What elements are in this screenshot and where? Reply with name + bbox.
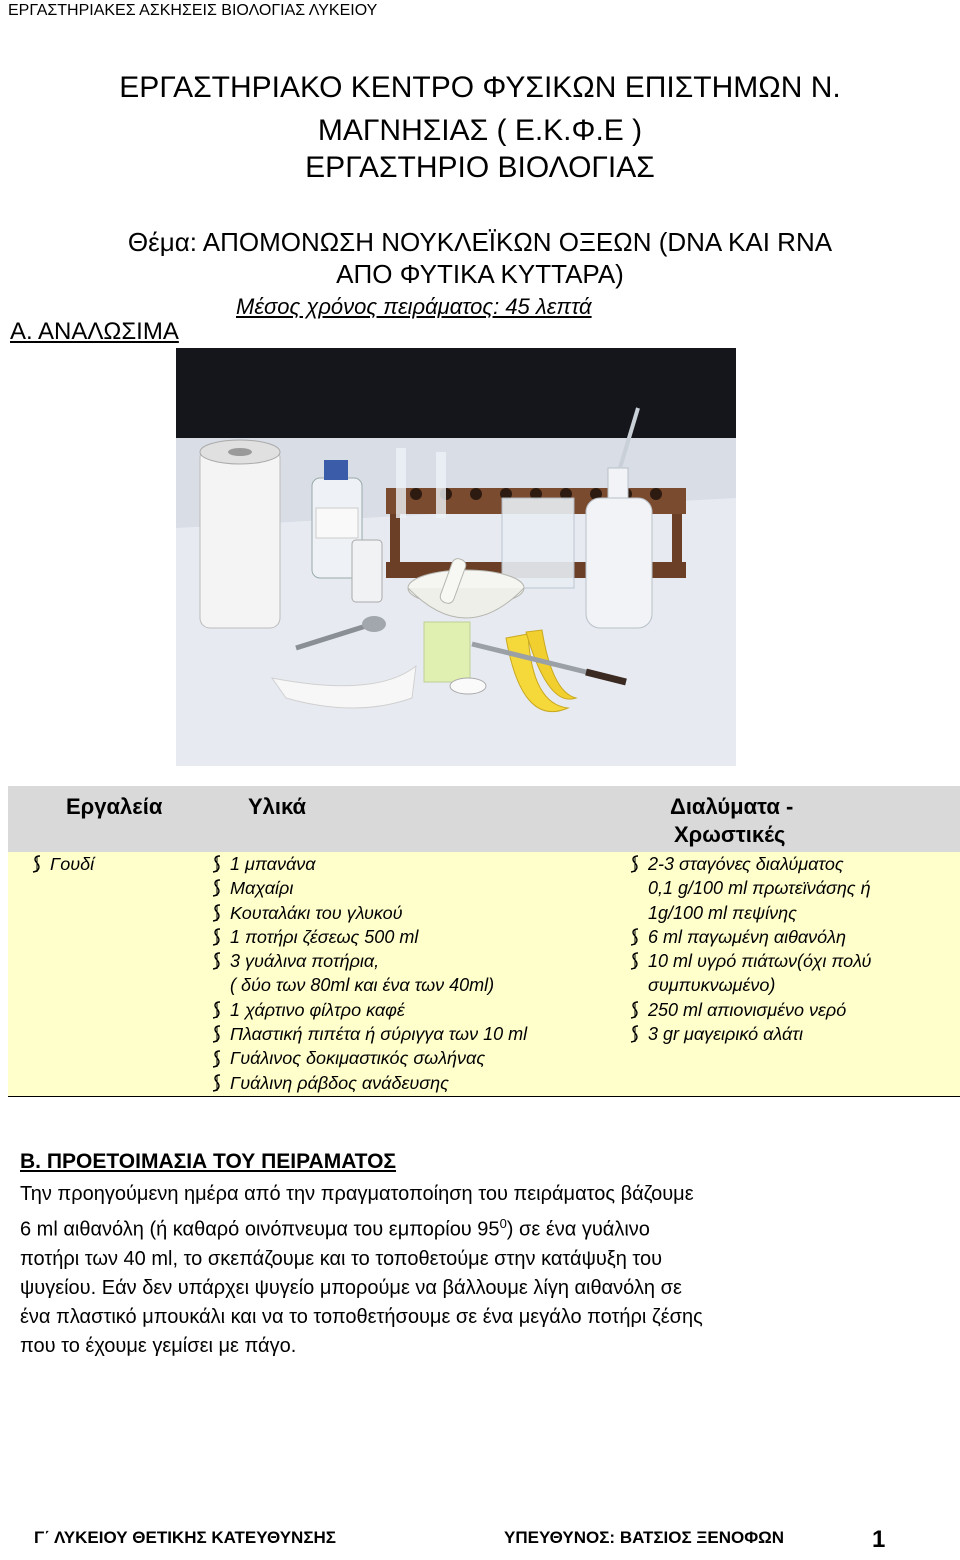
material-item bbox=[210, 876, 527, 900]
solution-item-text: 0,1 g/100 ml πρωτεϊνάσης ή bbox=[648, 878, 871, 899]
topic-line-2: ΑΠΟ ΦΥΤΙΚΑ ΚΥΤΤΑΡΑ) bbox=[336, 259, 624, 289]
material-item-text: Γυάλινος δοκιμαστικός σωλήνας bbox=[230, 1048, 486, 1069]
page-number: 1 bbox=[872, 1526, 886, 1553]
material-item bbox=[210, 1071, 527, 1095]
material-item-text: Κουταλάκι του γλυκού bbox=[230, 902, 403, 923]
topic-line-1: Θέμα: ΑΠΟΜΟΝΩΣΗ ΝΟΥΚΛΕΪΚΩΝ ΟΞΕΩΝ (DNA ΚΑΙ RNA bbox=[127, 227, 833, 257]
title-line-3: ΕΡΓΑΣΤΗΡΙΟ ΒΙΟΛΟΓΙΑΣ bbox=[305, 151, 655, 184]
title-line-2: ΜΑΓΝΗΣΙΑΣ ( Ε.Κ.Φ.Ε ) bbox=[317, 114, 643, 147]
bullet-icon bbox=[210, 1050, 230, 1068]
paragraph-line-2 bbox=[20, 1209, 950, 1245]
bullet-icon bbox=[628, 952, 648, 970]
running-header: ΕΡΓΑΣΤΗΡΙΑΚΕΣ ΑΣΚΗΣΕΙΣ ΒΙΟΛΟΓΙΑΣ ΛΥΚΕΙΟΥ bbox=[8, 2, 378, 19]
material-item-text: Μαχαίρι bbox=[230, 878, 294, 899]
solution-item bbox=[628, 852, 871, 876]
material-item-text: 1 ποτήρι ζέσεως 500 ml bbox=[230, 926, 419, 947]
material-item bbox=[210, 901, 527, 925]
bullet-icon bbox=[628, 928, 648, 946]
material-item bbox=[210, 949, 527, 973]
solution-item bbox=[628, 973, 871, 997]
duration: Μέσος χρόνος πειράματος: 45 λεπτά bbox=[236, 294, 592, 319]
solution-item-text: 2-3 σταγόνες διαλύματος bbox=[648, 854, 844, 874]
header-solutions-line-2: Χρωστικές bbox=[674, 822, 786, 847]
solution-item-text: 3 gr μαγειρικό αλάτι bbox=[648, 1024, 804, 1045]
material-item-text: 1 μπανάνα bbox=[230, 854, 316, 874]
paragraph-line-6: που το έχουμε γεμίσει με πάγο. bbox=[20, 1334, 297, 1357]
paragraph-line-4: ψυγείου. Εάν δεν υπάρχει ψυγείο μπορούμε να βάλλουμε λίγη αιθανόλη σε bbox=[20, 1276, 682, 1299]
paragraph-line-3: ποτήρι των 40 ml, το σκεπάζουμε και το τοποθετούμε στην κατάψυξη του bbox=[20, 1247, 663, 1270]
material-item-text: 3 γυάλινα ποτήρια, bbox=[230, 951, 380, 972]
header-tools: Εργαλεία bbox=[66, 794, 163, 819]
bullet-icon bbox=[210, 879, 230, 897]
solution-item bbox=[628, 949, 871, 973]
bullet-icon bbox=[210, 904, 230, 922]
bullet-icon bbox=[210, 928, 230, 946]
material-item-text: 1 χάρτινο φίλτρο καφέ bbox=[230, 999, 405, 1020]
material-item bbox=[210, 1022, 527, 1046]
degree-superscript: 0 bbox=[499, 1216, 507, 1231]
tool-item bbox=[30, 852, 94, 876]
paragraph-line-2-a: 6 ml αιθανόλη (ή καθαρό οινόπνευμα του εμπορίου 95 bbox=[20, 1218, 500, 1241]
table-body-row bbox=[8, 852, 960, 1097]
solution-item bbox=[628, 1022, 871, 1046]
bullet-icon bbox=[628, 1001, 648, 1019]
bullet-icon bbox=[628, 1025, 648, 1043]
material-item bbox=[210, 1046, 527, 1070]
material-item bbox=[210, 998, 527, 1022]
tool-item-text: Γουδί bbox=[50, 854, 95, 874]
solution-item bbox=[628, 925, 871, 949]
bullet-icon bbox=[210, 952, 230, 970]
solution-item-text: 6 ml παγωμένη αιθανόλη bbox=[648, 926, 847, 947]
bullet-icon bbox=[210, 855, 230, 873]
materials-column bbox=[210, 852, 527, 1095]
bullet-icon bbox=[210, 1074, 230, 1092]
solutions-column bbox=[628, 852, 871, 1046]
bullet-icon bbox=[210, 1025, 230, 1043]
solution-item-text: 10 ml υγρό πιάτων(όχι πολύ bbox=[648, 951, 872, 972]
bullet-icon bbox=[210, 1001, 230, 1019]
solution-item bbox=[628, 998, 871, 1022]
material-item-text: ( δύο των 80ml και ένα των 40ml) bbox=[230, 975, 495, 996]
table-header-row bbox=[8, 786, 960, 852]
paragraph-line-1: Την προηγούμενη ημέρα από την πραγματοποίηση του πειράματος βάζουμε bbox=[20, 1183, 694, 1205]
material-item-text: Γυάλινη ράβδος ανάδευσης bbox=[230, 1072, 449, 1093]
solution-item-text: 1g/100 ml πεψίνης bbox=[648, 902, 797, 923]
material-item bbox=[210, 852, 527, 876]
footer-left: Γ΄ ΛΥΚΕΙΟΥ ΘΕΤΙΚΗΣ ΚΑΤΕΥΘΥΝΣΗΣ bbox=[34, 1528, 337, 1547]
solution-item-text: συμπυκνωμένο) bbox=[648, 975, 776, 996]
solution-item-text: 250 ml απιονισμένο νερό bbox=[648, 999, 847, 1020]
section-a-heading: Α. ΑΝΑΛΩΣΙΜΑ bbox=[10, 318, 179, 345]
solution-item bbox=[628, 901, 871, 925]
section-b-heading: Β. ΠΡΟΕΤΟΙΜΑΣΙΑ ΤΟΥ ΠΕΙΡΑΜΑΤΟΣ bbox=[20, 1150, 397, 1173]
header-solutions-line-1: Διαλύματα - bbox=[670, 794, 794, 819]
material-item-text: Πλαστική πιπέτα ή σύριγγα των 10 ml bbox=[230, 1024, 528, 1045]
paragraph-line-5: ένα πλαστικό μπουκάλι και να το τοποθετήσουμε σε ένα μεγάλο ποτήρι ζέσης bbox=[20, 1305, 703, 1328]
solution-item bbox=[628, 876, 871, 900]
bullet-icon bbox=[30, 855, 50, 873]
bullet-icon bbox=[628, 855, 648, 873]
title-line-1: ΕΡΓΑΣΤΗΡΙΑΚΟ ΚΕΝΤΡΟ ΦΥΣΙΚΩΝ ΕΠΙΣΤΗΜΩΝ Ν. bbox=[119, 71, 841, 104]
lab-materials-photo bbox=[176, 348, 736, 766]
header-materials: Υλικά bbox=[248, 794, 307, 819]
material-item bbox=[210, 973, 527, 997]
material-item bbox=[210, 925, 527, 949]
preparation-paragraph bbox=[20, 1180, 950, 1361]
footer-right: ΥΠΕΥΘΥΝΟΣ: ΒΑΤΣΙΟΣ ΞΕΝΟΦΩΝ bbox=[504, 1528, 785, 1547]
tools-column bbox=[30, 852, 94, 876]
paragraph-line-2-b: ) σε ένα γυάλινο bbox=[506, 1218, 650, 1241]
